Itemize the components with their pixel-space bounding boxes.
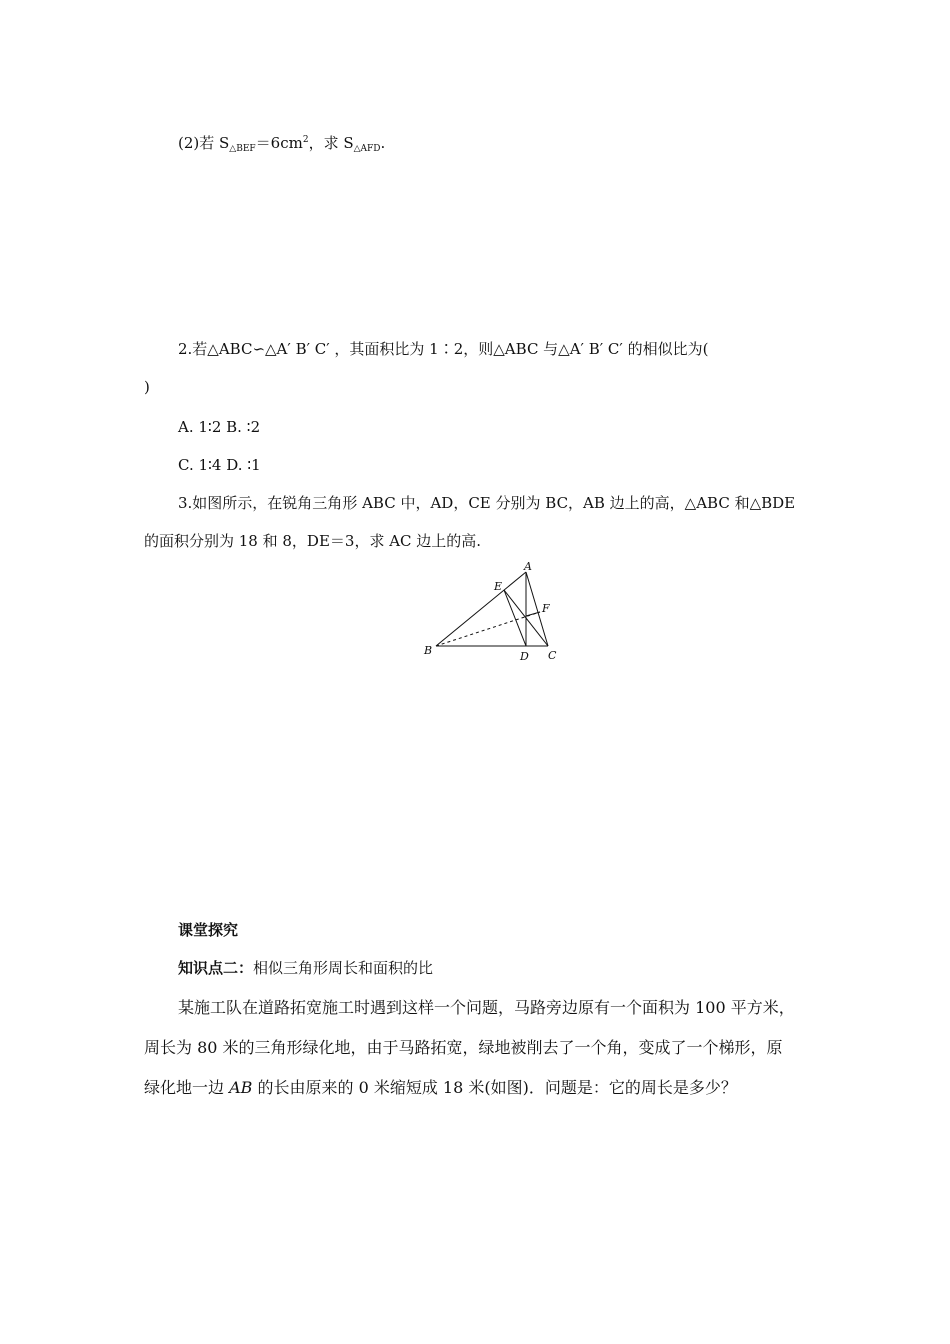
question-2-options-cd: C. 1∶4 D. ∶1 [178,456,261,474]
label-a: A [524,562,532,573]
question-2-stem-line-1: 2.若△ABC∽△A′ B′ C′ ，其面积比为 1∶2，则△ABC 与△A′ B′ C′ 的相似比为( [178,340,709,358]
label-d: D [520,650,529,663]
q1p2-mid2: ，求 S [308,134,354,152]
problem-line-3-post: 的长由原来的 0 米缩短成 18 米(如图)．问题是：它的周长是多少？ [252,1078,737,1097]
knowledge-point-title: 相似三角形周长和面积的比 [253,959,434,977]
label-c: C [548,649,557,662]
segment-hf [526,612,540,616]
q1p2-prefix: (2)若 S [178,134,230,152]
problem-line-2: 周长为 80 米的三角形绿化地，由于马路拓宽，绿地被削去了一个角，变成了一个梯形，原 [144,1038,783,1057]
question-3-stem-line-1: 3.如图所示，在锐角三角形 ABC 中，AD，CE 分别为 BC，AB 边上的高，△ABC 和△BDE [178,494,796,512]
question-1-part-2 [178,130,385,159]
label-b: B [424,644,433,657]
question-3-stem-line-2: 的面积分别为 18 和 8，DE＝3，求 AC 边上的高. [144,532,482,550]
knowledge-point-line [178,958,433,978]
knowledge-point-label: 知识点二： [178,959,254,977]
q1p2-subscript-bef: △BEF [229,144,256,154]
problem-line-1: 某施工队在道路拓宽施工时遇到这样一个问题，马路旁边原有一个面积为 100 平方米， [178,998,795,1017]
q1p2-superscript: 2 [302,135,309,145]
q1p2-subscript-afd: △AFD [353,144,381,154]
problem-line-3-pre: 绿化地一边 [144,1078,230,1097]
question-2-stem-line-2: ) [144,378,150,396]
variable-ab: AB [229,1078,253,1097]
triangle-figure [420,562,570,667]
section-heading: 课堂探究 [178,921,239,939]
label-f: F [542,602,550,615]
segment-ab [436,572,526,646]
question-2-options-ab: A. 1∶2 B. ∶2 [178,418,261,436]
label-e: E [494,580,503,593]
q1p2-mid: ＝6cm [255,134,303,152]
problem-line-3 [144,1078,737,1098]
q1p2-suffix: . [380,134,386,152]
